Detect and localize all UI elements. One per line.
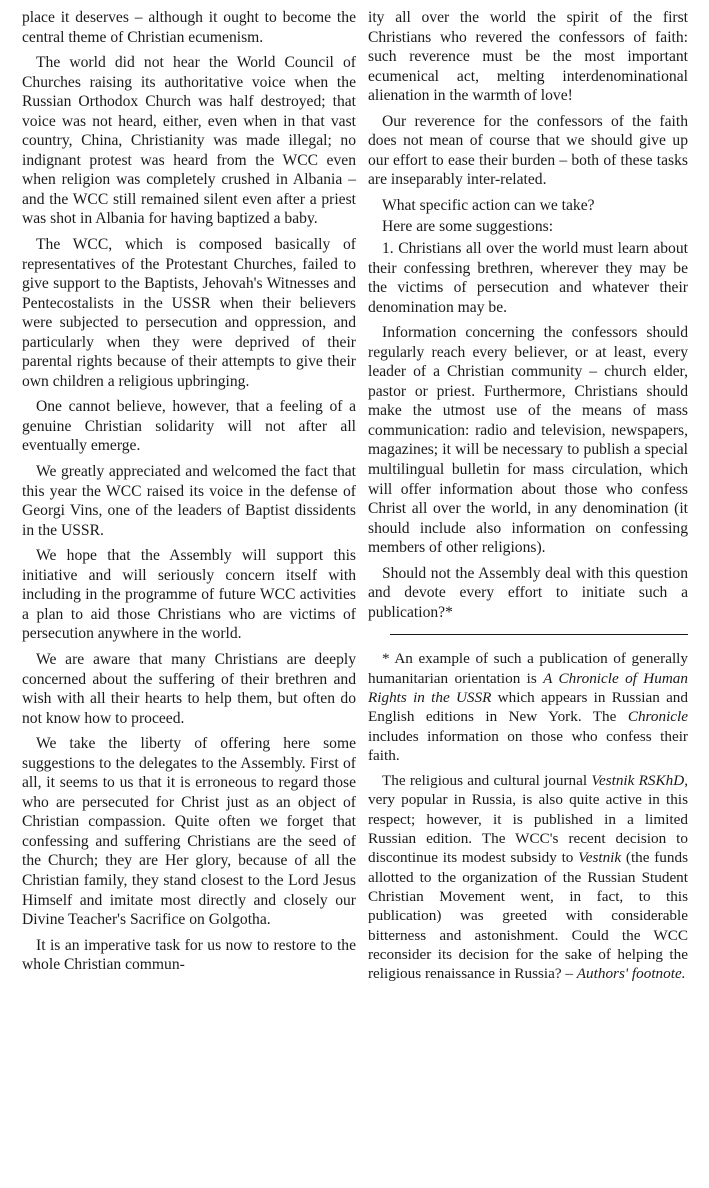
paragraph: Our reverence for the confessors of the faith does not mean of course that we should give up our effort to ease their burden – both of these tasks are inseparably inter-related. xyxy=(368,112,688,189)
paragraph: One cannot believe, however, that a feeling of a genuine Christian solidarity will not after all eventually emerge. xyxy=(22,398,356,455)
footnote-paragraph xyxy=(368,649,688,765)
paragraph: We are aware that many Christians are deeply concerned about the suffering of their brethren and wish with all their hearts to help them, but often do not know how to proceed. xyxy=(22,650,356,727)
paragraph: We greatly appreciated and welcomed the fact that this year the WCC raised its voice in the defense of Georgi Vins, one of the leaders of Baptist dissidents in the USSR. xyxy=(22,463,356,539)
footnote-text: (the funds allotted to the organization of the Russian Student Christian Movement went, in fact, to this publication) was greeted with considerable bitterness and astonishment. Could the WCC reconsider its decision for the sake of helping the religious renaissance in Russia? – xyxy=(368,849,688,983)
footnote-text: includes information on those who confess their faith. xyxy=(368,727,688,764)
footnote xyxy=(368,649,688,983)
paragraph: We hope that the Assembly will support this initiative and will seriously concern itself with including in the programme of future WCC activities a plan to aid those Christians who are victims of persecution anywhere in the world. xyxy=(22,547,356,643)
publication-title: Vestnik xyxy=(578,849,622,867)
footnote-text: , very popular in Russia, is also quite active in this respect; however, it is published in a limited Russian edition. The WCC's recent decision to discontinue its modest subsidy to xyxy=(368,772,688,867)
footnote-attribution: Authors' footnote. xyxy=(576,965,686,983)
footnote-text: * An example of such a publication of generally humanitarian orientation is xyxy=(368,650,688,687)
paragraph: What specific action can we take? xyxy=(382,196,595,214)
publication-title: A Chronicle of Human Rights in the USSR xyxy=(368,669,688,706)
publication-title: Chronicle xyxy=(627,708,688,726)
footnote-text: The religious and cultural journal xyxy=(382,772,592,790)
paragraph: Should not the Assembly deal with this question and devote every effort to initiate such a publication?* xyxy=(368,564,688,621)
paragraph: place it deserves – although it ought to become the central theme of Christian ecumenism. xyxy=(22,9,356,46)
paragraph: Here are some suggestions: xyxy=(382,218,554,236)
publication-title: Vestnik RSKhD xyxy=(591,772,685,790)
paragraph: The WCC, which is composed basically of representatives of the Protestant Churches, failed to give support to the Baptists, Jehovah's Witnesses and Pentecostalists in the USSR when their believers were subjected to persecution and oppression, and particularly when they were deprived of their parental rights because of their attempts to give their own children a religious upbringing. xyxy=(22,236,356,390)
footnote-divider xyxy=(390,634,688,635)
paragraph: Information concerning the confessors should regularly reach every believer, or at least, every leader of a Christian community – church elder, pastor or priest. Furthermore, Christians should make the utmost use of the means of mass communication: radio and television, newspapers, magazines; it will be necessary to publish a special multilingual bulletin for mass circulation, which will offer information about those who confess Christ all over the world, in any denomination (it should include also information on confessing members of other religions). xyxy=(368,324,688,557)
footnote-text: which appears in Russian and English editions in New York. The xyxy=(368,689,688,726)
left-column xyxy=(22,8,356,981)
paragraph: It is an imperative task for us now to restore to the whole Christian commun- xyxy=(22,936,356,974)
list-item: 1. Christians all over the world must learn about their confessing brethren, wherever they may be the victims of persecution and whatever their denomination may be. xyxy=(368,240,688,316)
paragraph: ity all over the world the spirit of the first Christians who revered the confessors of faith: such reverence must be the most important ecumenical act, melting interdenominational alienation in the warmth of love! xyxy=(368,9,688,105)
paragraph: We take the liberty of offering here some suggestions to the delegates to the Assembly. First of all, it seems to us that it is erroneous to regard those who are persecuted for Christ just as an object of Christian compassion. Quite often we forget that confessing and suffering Christians are the seed of the Church; they are Her glory, because of all the Christian family, they stand closest to the Lord Jesus Himself and imitate most directly and closely our Divine Teacher's Sacrifice on Golgotha. xyxy=(22,735,356,929)
paragraph: The world did not hear the World Council of Churches raising its authoritative voice when the Russian Orthodox Church was half destroyed; that voice was not heard, either, even when in that vast country, China, Christianity was made illegal; no indignant protest was heard from the WCC even when religion was completely crushed in Albania – and the WCC still remained silent even after a priest was shot in Albania for having baptized a baby. xyxy=(22,54,356,228)
right-column xyxy=(368,8,688,989)
footnote-paragraph xyxy=(368,771,688,983)
